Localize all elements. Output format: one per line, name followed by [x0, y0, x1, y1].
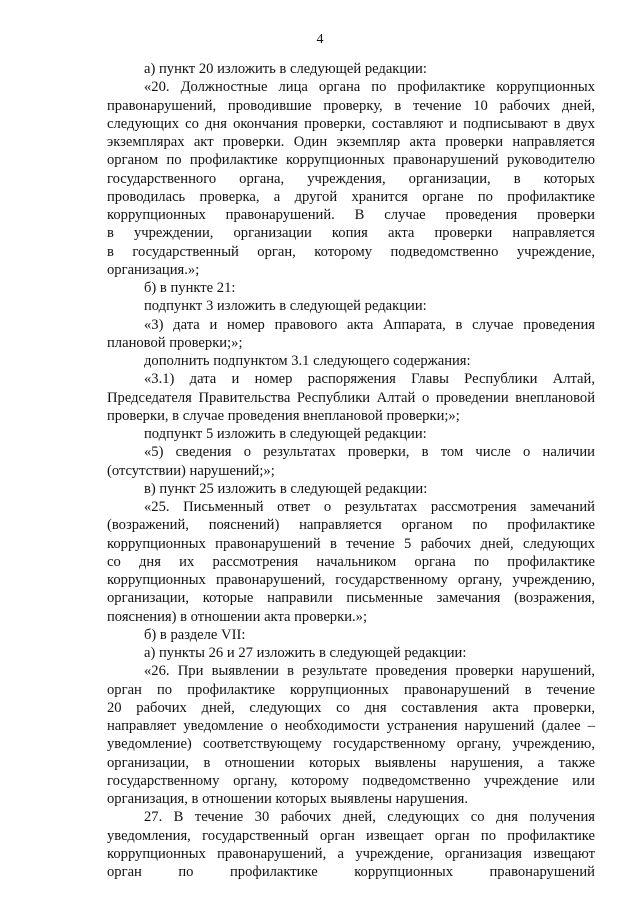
text-line: организации, которые направили письменные замечания (возражения, — [107, 590, 595, 607]
text-line: в учреждении, организации копия акта проверки направляется — [107, 225, 595, 242]
text-line: орган по профилактике коррупционных правонарушений — [107, 864, 595, 880]
text-line: в) пункт 25 изложить в следующей редакции: — [144, 480, 428, 497]
text-line: экземплярах акт проверки. Один экземпляр акта проверки направляется — [107, 134, 595, 150]
text-line: государственного органа, учреждения, организации, в которых — [107, 170, 595, 187]
text-line: «3.1) дата и номер распоряжения Главы Республики Алтай, — [144, 371, 595, 388]
text-line: (возражений, пояснений) направляется органом по профилактике — [107, 517, 595, 534]
text-line: «5) сведения о результатах проверки, в том числе о наличии — [144, 444, 595, 461]
text-line: проводилась проверка, а другой хранится органе по профилактике — [107, 188, 595, 205]
text-line: дополнить подпунктом 3.1 следующего содержания: — [144, 353, 471, 369]
text-line: коррупционных правонарушений, государственному органу, учреждению, — [107, 572, 595, 588]
text-line: подпункт 5 изложить в следующей редакции: — [144, 426, 427, 442]
text-line: уведомление) соответствующему государственному органу, учреждению, — [107, 736, 595, 753]
text-line: коррупционных правонарушений, а учреждение, организация извещают — [107, 845, 595, 862]
text-line: уведомления, государственный орган извещает орган по профилактике — [107, 827, 595, 844]
text-line: со дня их рассмотрения начальником органа по профилактике — [107, 553, 595, 570]
page-number: 4 — [316, 32, 324, 47]
text-line: 27. В течение 30 рабочих дней, следующих со дня получения — [144, 809, 595, 826]
text-line: организации, в отношении которых выявлены нарушения, а также — [107, 754, 595, 771]
text-line: подпункт 3 изложить в следующей редакции: — [144, 298, 427, 315]
text-line: орган по профилактике коррупционных правонарушений в течение — [107, 681, 595, 698]
text-line: в государственный орган, которому подведомственно учреждение, — [107, 243, 595, 260]
text-line: (отсутствии) нарушений;»; — [107, 462, 275, 479]
text-line: органом по профилактике коррупционных правонарушений руководителю — [107, 152, 595, 169]
text-line: правонарушений, проводившие проверку, в течение 10 рабочих дней, — [107, 97, 595, 114]
text-line: организация.»; — [107, 261, 200, 278]
text-line: государственному органу, которому подведомственно учреждение или — [107, 772, 595, 789]
text-line: «3) дата и номер правового акта Аппарата, в случае проведения — [144, 316, 595, 333]
text-line: плановой проверки;»; — [107, 334, 243, 351]
text-line: «20. Должностные лица органа по профилактике коррупционных — [144, 79, 595, 96]
text-line: а) пункты 26 и 27 изложить в следующей редакции: — [144, 645, 467, 661]
text-line: Председателя Правительства Республики Алтай о проведении внеплановой — [107, 389, 595, 406]
text-line: проверки, в случае проведения внеплановой проверки;»; — [107, 407, 460, 424]
text-line: б) в разделе VII: — [144, 626, 246, 643]
text-line: 20 рабочих дней, следующих со дня составления акта проверки, — [107, 699, 595, 716]
text-line: следующих со дня окончания проверки, составляют и подписывают в двух — [107, 115, 595, 132]
text-line: коррупционных правонарушений в течение 5 рабочих дней, следующих — [107, 535, 595, 552]
text-line: направляет уведомление о необходимости устранения нарушений (далее – — [107, 718, 595, 734]
document-body — [107, 60, 595, 881]
text-line: организация, в отношении которых выявлены нарушения. — [107, 791, 468, 807]
text-line: коррупционных правонарушений. В случае проведения проверки — [107, 207, 595, 223]
text-line: б) в пункте 21: — [144, 280, 236, 296]
text-line: пояснения) в отношении акта проверки.»; — [107, 608, 368, 625]
text-line: «25. Письменный ответ о результатах рассмотрения замечаний — [144, 499, 595, 515]
text-line: а) пункт 20 изложить в следующей редакции: — [144, 61, 427, 77]
text-line: «26. При выявлении в результате проведения проверки нарушений, — [144, 663, 595, 680]
